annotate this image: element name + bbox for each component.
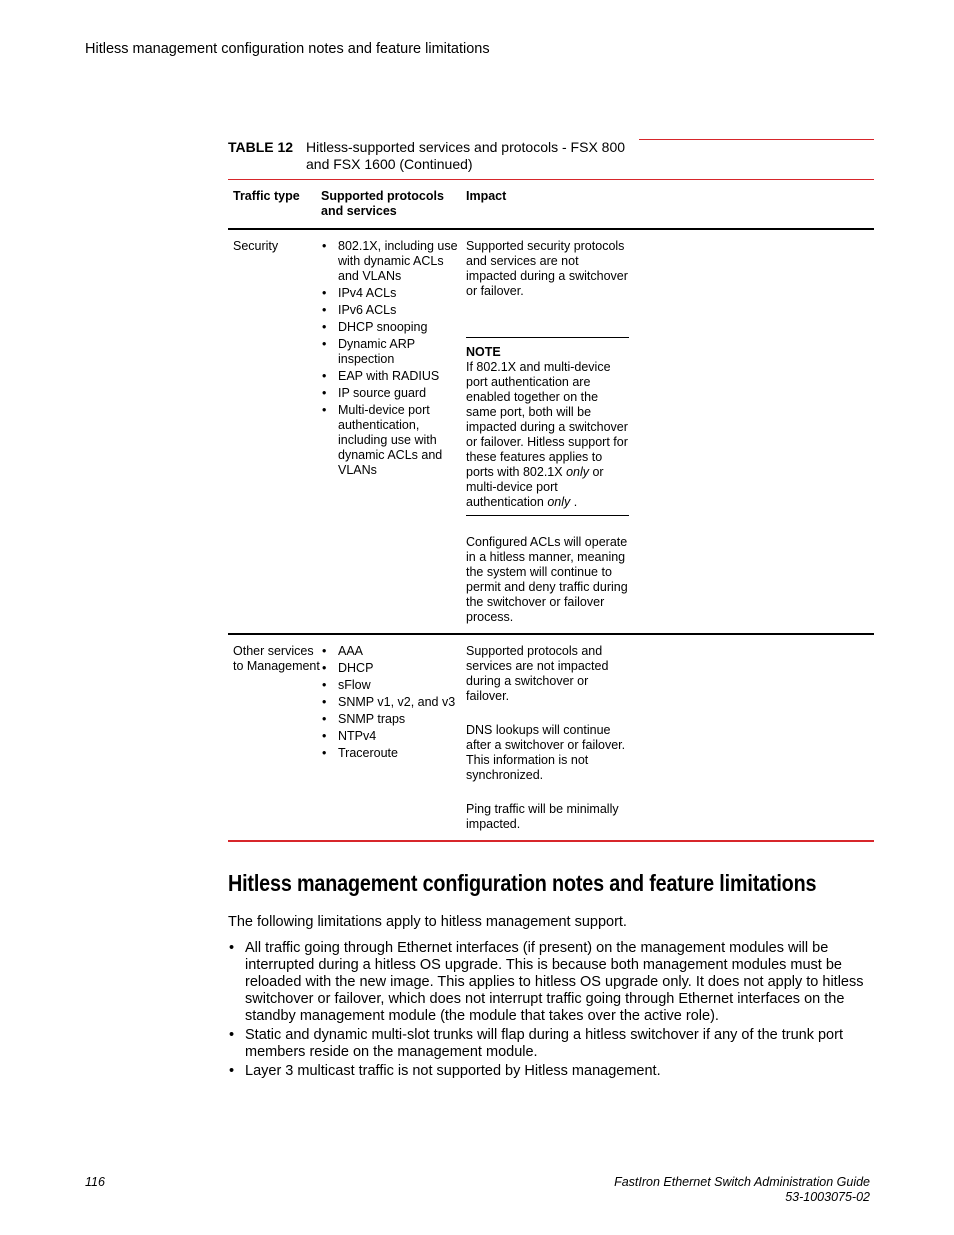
table-caption xyxy=(228,138,874,179)
column-header-impact: Impact xyxy=(466,189,507,203)
table-row-other-services xyxy=(228,635,874,840)
list-item: • IPv4 ACLs xyxy=(321,286,466,301)
protocols-cell xyxy=(321,239,466,633)
section-intro: The following limitations apply to hitless management support. xyxy=(228,914,627,930)
limitations-list xyxy=(228,940,878,1082)
list-item: • NTPv4 xyxy=(321,729,466,744)
table-bottom-rule xyxy=(228,840,874,842)
hitless-services-table xyxy=(228,138,874,842)
list-item: • DHCP xyxy=(321,661,466,676)
list-item: • IPv6 ACLs xyxy=(321,303,466,318)
note-text xyxy=(466,360,629,510)
column-header-protocols: Supported protocols and services xyxy=(321,189,444,218)
column-header-traffic-type: Traffic type xyxy=(233,189,300,203)
list-item: • SNMP traps xyxy=(321,712,466,727)
table-header-row xyxy=(228,180,874,228)
table-row-security xyxy=(228,230,874,633)
impact-text: Supported security protocols and services are not impacted during a switchover or failover. xyxy=(466,239,628,298)
list-item: • DHCP snooping xyxy=(321,320,466,335)
caption-rule xyxy=(639,139,874,140)
traffic-type-cell: Security xyxy=(233,239,279,253)
running-header: Hitless management configuration notes and feature limitations xyxy=(85,41,490,57)
footer-doc-info xyxy=(614,1175,870,1205)
impact-text: DNS lookups will continue after a switchover or failover. This information is not synchronized. xyxy=(466,723,626,782)
list-item: • 802.1X, including use with dynamic ACLs and VLANs xyxy=(321,239,466,284)
page-number: 116 xyxy=(85,1175,105,1189)
protocols-cell xyxy=(321,644,466,840)
note-box xyxy=(466,337,629,516)
section-title: Hitless management configuration notes and feature limitations xyxy=(228,870,817,896)
protocol-list xyxy=(321,644,466,761)
table-title: Hitless-supported services and protocols - FSX 800 and FSX 1600 (Continued) xyxy=(306,139,626,172)
note-text-part: . xyxy=(570,495,578,509)
impact-cell xyxy=(466,644,629,840)
note-emphasis: only xyxy=(547,495,571,509)
doc-number: 53-1003075-02 xyxy=(785,1190,870,1204)
list-item: • EAP with RADIUS xyxy=(321,369,466,384)
list-item: • Dynamic ARP inspection xyxy=(321,337,466,367)
impact-text: Configured ACLs will operate in a hitless manner, meaning the system will continue to permit and deny traffic during the switchover or failover process. xyxy=(466,535,628,624)
impact-text: Supported protocols and services are not impacted during a switchover or failover. xyxy=(466,644,609,703)
list-item: • All traffic going through Ethernet interfaces (if present) on the management modules will be interrupted during a hitless OS upgrade. This is because both management modules must be reloaded with the new image. This applies to hitless OS upgrade only. It does not apply to hitless switchover or failover, which does not interrupt traffic going through Ethernet interfaces on the standby management module (the module that takes over the active role). xyxy=(228,940,878,1025)
list-item: • Traceroute xyxy=(321,746,466,761)
traffic-type-cell: Other services to Management xyxy=(233,644,320,673)
note-emphasis: only xyxy=(566,465,589,479)
list-item: • IP source guard xyxy=(321,386,466,401)
doc-title: FastIron Ethernet Switch Administration Guide xyxy=(614,1175,870,1189)
note-text-part: If 802.1X and multi-device port authentication are enabled together on the same port, both will be impacted during a switchover or failover. Hitless support for these features applies to ports with 802.1X xyxy=(466,360,628,479)
list-item: • AAA xyxy=(321,644,466,659)
list-item: • Layer 3 multicast traffic is not supported by Hitless management. xyxy=(228,1063,878,1080)
impact-cell xyxy=(466,239,629,633)
note-title: NOTE xyxy=(466,345,501,359)
table-label: TABLE 12 xyxy=(228,139,294,155)
list-item: • Multi-device port authentication, including use with dynamic ACLs and VLANs xyxy=(321,403,466,478)
impact-text: Ping traffic will be minimally impacted. xyxy=(466,802,619,831)
list-item: • SNMP v1, v2, and v3 xyxy=(321,695,466,710)
list-item: • Static and dynamic multi-slot trunks will flap during a hitless switchover if any of the trunk port members reside on the management module. xyxy=(228,1027,878,1061)
protocol-list xyxy=(321,239,466,478)
note-text-part: or multi-device port authentication xyxy=(466,465,604,509)
list-item: • sFlow xyxy=(321,678,466,693)
